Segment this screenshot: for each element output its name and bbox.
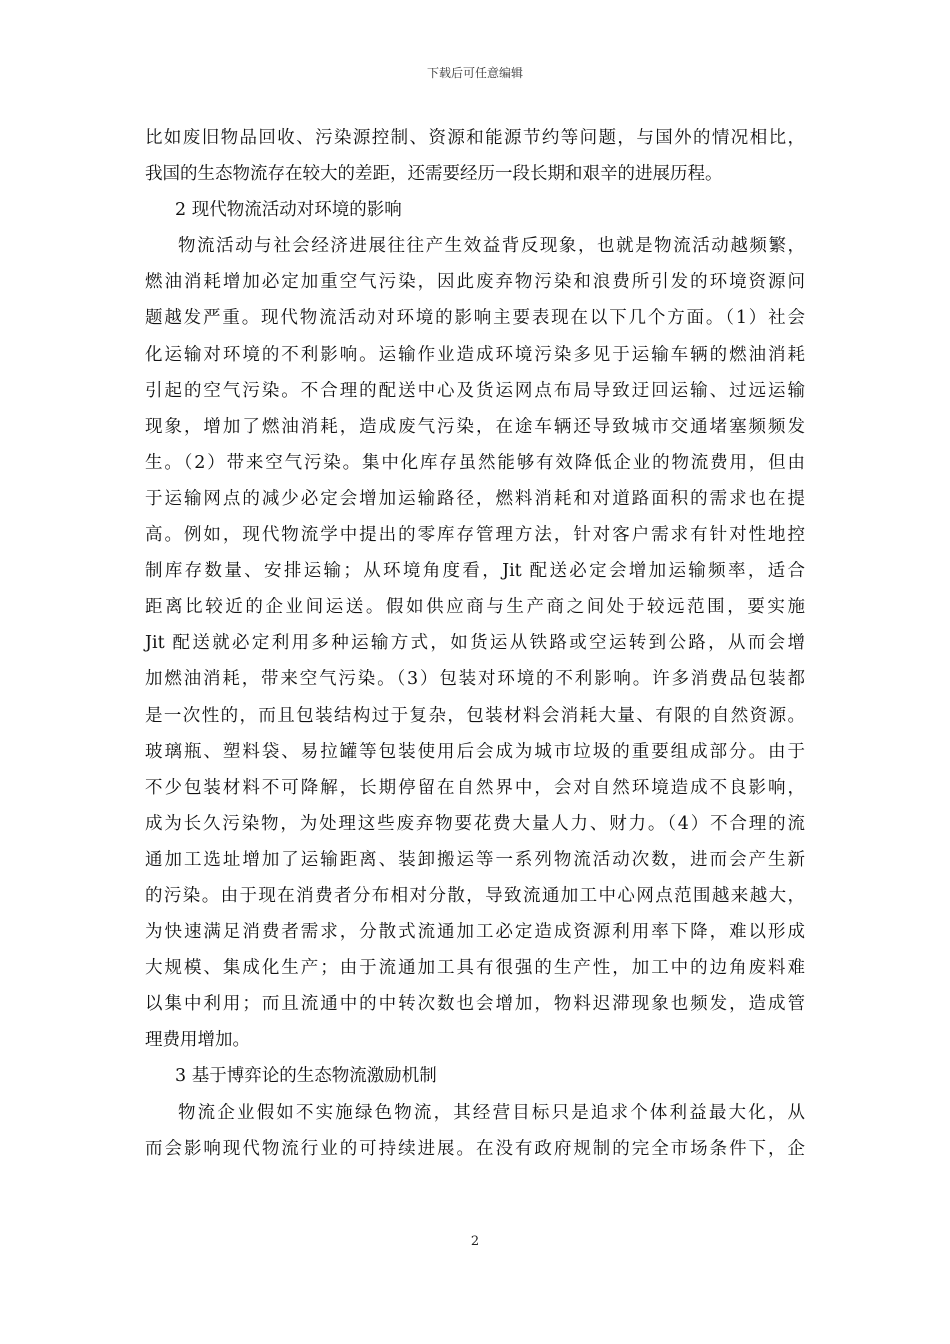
body-line: 玻璃瓶、塑料袋、易拉罐等包装使用后会成为城市垃圾的重要组成部分。由于: [145, 741, 805, 762]
body-line: 制库存数量、安排运输；从环境角度看，Jit 配送必定会增加运输频率，适合: [145, 561, 805, 582]
body-line: 不少包装材料不可降解，长期停留在自然界中，会对自然环境造成不良影响，: [145, 777, 805, 798]
body-line: 题越发严重。现代物流活动对环境的影响主要表现在以下几个方面。（1）社会: [145, 308, 805, 329]
body-line: 是一次性的，而且包装结构过于复杂，包装材料会消耗大量、有限的自然资源。: [145, 705, 805, 726]
body-line: 生。（2）带来空气污染。集中化库存虽然能够有效降低企业的物流费用，但由: [145, 452, 805, 473]
body-line: 高。例如，现代物流学中提出的零库存管理方法，针对客户需求有针对性地控: [145, 525, 805, 546]
body-line: 距离比较近的企业间运送。假如供应商与生产商之间处于较远范围，要实施: [145, 597, 805, 618]
body-line: 成为长久污染物，为处理这些废弃物要花费大量人力、财力。（4）不合理的流: [145, 813, 805, 834]
body-line: 理费用增加。: [145, 1030, 250, 1051]
page-number: 2: [470, 1234, 480, 1249]
body-line: 为快速满足消费者需求，分散式流通加工必定造成资源利用率下降，难以形成: [145, 922, 805, 943]
page-header: 下载后可任意编辑: [426, 66, 523, 80]
body-line: Jit 配送就必定利用多种运输方式，如货运从铁路或空运转到公路，从而会增: [145, 633, 805, 654]
body-line: 于运输网点的减少必定会增加运输路径，燃料消耗和对道路面积的需求也在提: [145, 488, 805, 509]
body-line: 现象，增加了燃油消耗，造成废气污染，在途车辆还导致城市交通堵塞频频发: [145, 416, 805, 437]
body-line: 大规模、集成化生产；由于流通加工具有很强的生产性，加工中的边角废料难: [145, 958, 805, 979]
body-line: 燃油消耗增加必定加重空气污染，因此废弃物污染和浪费所引发的环境资源问: [145, 272, 805, 293]
section-heading: 3 基于博弈论的生态物流激励机制: [175, 1066, 437, 1087]
body-line: 物流活动与社会经济进展往往产生效益背反现象，也就是物流活动越频繁，: [178, 236, 805, 257]
body-line: 加燃油消耗，带来空气污染。（3）包装对环境的不利影响。许多消费品包装都: [145, 669, 805, 690]
document-body: [145, 120, 805, 1167]
body-line: 的污染。由于现在消费者分布相对分散，导致流通加工中心网点范围越来越大，: [145, 885, 805, 906]
body-line: 我国的生态物流存在较大的差距，还需要经历一段长期和艰辛的进展历程。: [145, 164, 723, 185]
body-line: 化运输对环境的不利影响。运输作业造成环境污染多见于运输车辆的燃油消耗: [145, 344, 805, 365]
section-heading: 2 现代物流活动对环境的影响: [175, 200, 402, 221]
body-line: 而会影响现代物流行业的可持续进展。在没有政府规制的完全市场条件下，企: [145, 1138, 805, 1159]
body-line: 比如废旧物品回收、污染源控制、资源和能源节约等问题，与国外的情况相比，: [145, 128, 805, 148]
body-line: 引起的空气污染。不合理的配送中心及货运网点布局导致迂回运输、过远运输: [145, 380, 805, 401]
body-line: 通加工选址增加了运输距离、装卸搬运等一系列物流活动次数，进而会产生新: [145, 849, 805, 870]
body-line: 物流企业假如不实施绿色物流，其经营目标只是追求个体利益最大化，从: [178, 1102, 805, 1123]
body-line: 以集中利用；而且流通中的中转次数也会增加，物料迟滞现象也频发，造成管: [145, 994, 805, 1015]
